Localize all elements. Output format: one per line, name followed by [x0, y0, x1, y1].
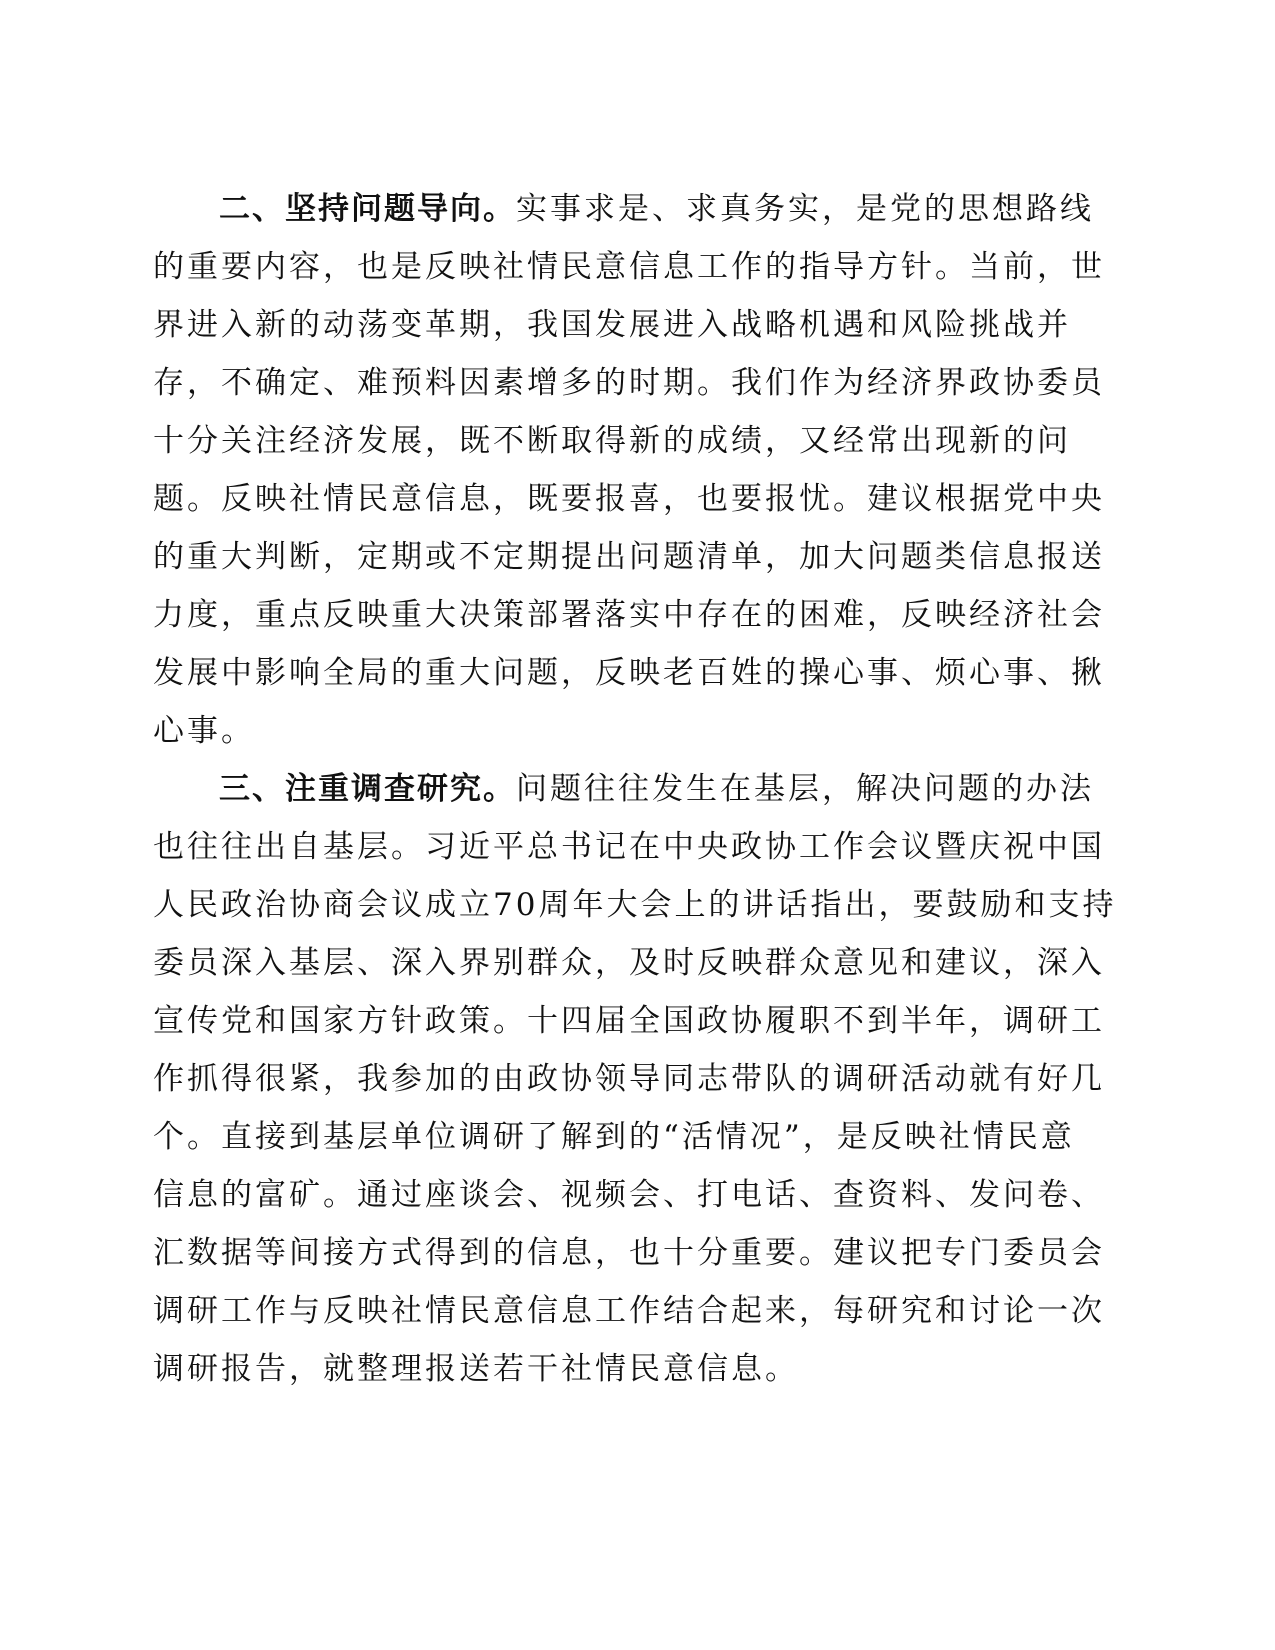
- paragraph-line: 调研报告，就整理报送若干社情民意信息。: [153, 1351, 799, 1387]
- paragraph-line: 的重大判断，定期或不定期提出问题清单，加大问题类信息报送: [153, 539, 1105, 575]
- paragraph-line: 存，不确定、难预料因素增多的时期。我们作为经济界政协委员: [153, 365, 1105, 401]
- paragraph-first-line: [153, 760, 1103, 818]
- paragraph-text: 实事求是、求真务实，是党的思想路线: [516, 191, 1094, 227]
- paragraph-line: 力度，重点反映重大决策部署落实中存在的困难，反映经济社会: [153, 597, 1105, 633]
- paragraph-line: 界进入新的动荡变革期，我国发展进入战略机遇和风险挑战并: [153, 307, 1071, 343]
- paragraph-line: 也往往出自基层。习近平总书记在中央政协工作会议暨庆祝中国: [153, 829, 1105, 865]
- paragraph-line: 委员深入基层、深入界别群众，及时反映群众意见和建议，深入: [153, 945, 1105, 981]
- section-heading: 二、坚持问题导向。: [219, 191, 516, 227]
- paragraph-line: 宣传党和国家方针政策。十四届全国政协履职不到半年，调研工: [153, 1003, 1105, 1039]
- section-heading: 三、注重调查研究。: [219, 771, 516, 807]
- paragraph-text: 问题往往发生在基层，解决问题的办法: [516, 771, 1094, 807]
- paragraph-line: 十分关注经济发展，既不断取得新的成绩，又经常出现新的问: [153, 423, 1071, 459]
- paragraph-line: 心事。: [153, 713, 255, 749]
- paragraph-first-line: [153, 180, 1103, 238]
- paragraph-line: 个。直接到基层单位调研了解到的“活情况”，是反映社情民意: [153, 1119, 1075, 1155]
- paragraph-line: 作抓得很紧，我参加的由政协领导同志带队的调研活动就有好几: [153, 1061, 1105, 1097]
- paragraph-line: 调研工作与反映社情民意信息工作结合起来，每研究和讨论一次: [153, 1293, 1105, 1329]
- paragraph-line: 人民政治协商会议成立70周年大会上的讲话指出，要鼓励和支持: [153, 887, 1117, 923]
- paragraph-line: 的重要内容，也是反映社情民意信息工作的指导方针。当前，世: [153, 249, 1105, 285]
- paragraph-line: 汇数据等间接方式得到的信息，也十分重要。建议把专门委员会: [153, 1235, 1105, 1271]
- paragraph-line: 发展中影响全局的重大问题，反映老百姓的操心事、烦心事、揪: [153, 655, 1105, 691]
- paragraph-line: 题。反映社情民意信息，既要报喜，也要报忧。建议根据党中央: [153, 481, 1105, 517]
- document-body: [153, 180, 1117, 1398]
- paragraph-line: 信息的富矿。通过座谈会、视频会、打电话、查资料、发问卷、: [153, 1177, 1105, 1213]
